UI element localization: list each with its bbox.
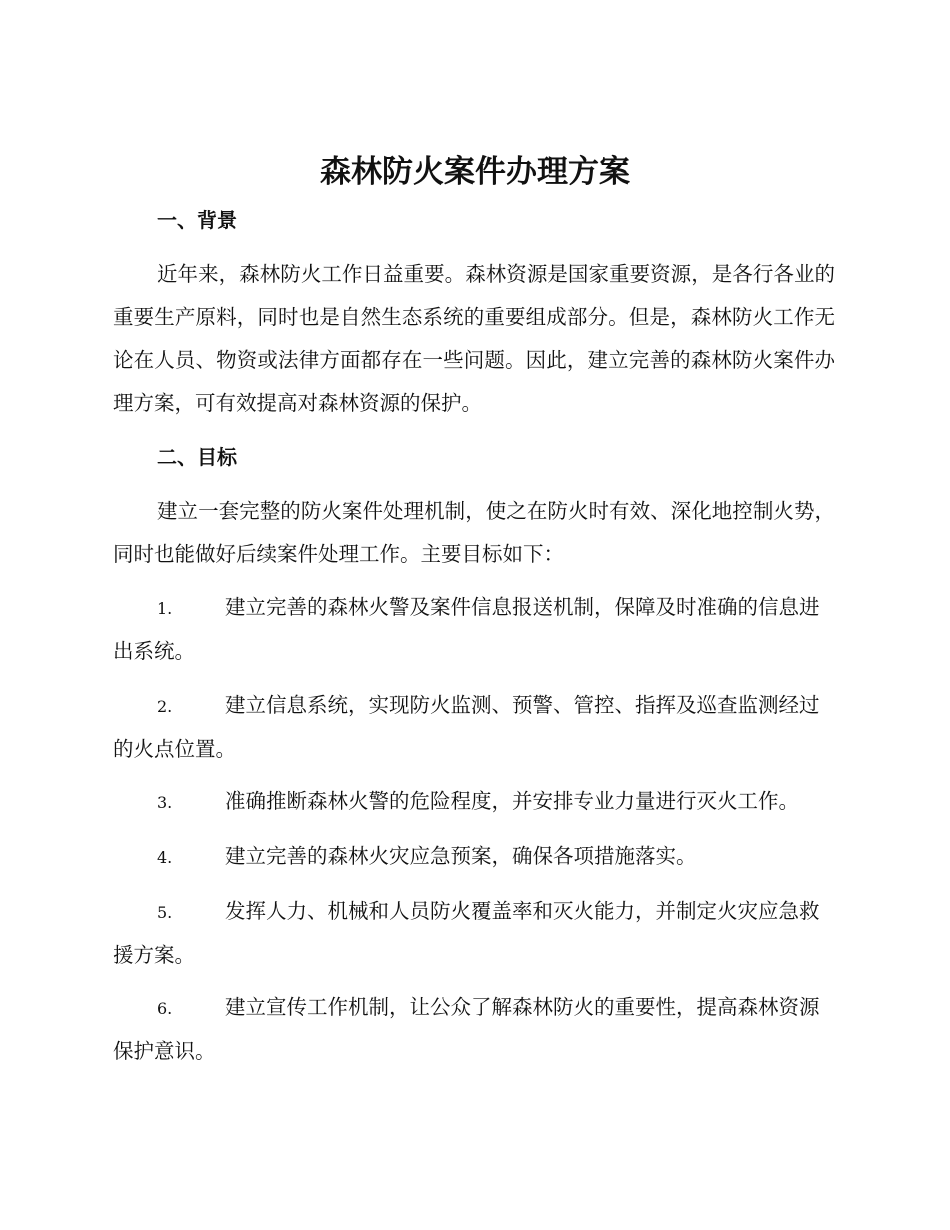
section-heading-background: 一、背景 [157, 208, 237, 232]
goal-item-number: 4. [157, 848, 173, 867]
goal-item-1 [113, 586, 835, 673]
goal-item-text: 发挥人力、机械和人员防火覆盖率和灭火能力，并制定火灾应急救援方案。 [113, 899, 820, 967]
goal-item-number: 5. [157, 903, 173, 922]
goal-item-number: 2. [157, 697, 173, 716]
goals-intro-paragraph: 建立一套完整的防火案件处理机制，使之在防火时有效、深化地控制火势，同时也能做好后续案件处理工作。主要目标如下： [113, 499, 835, 566]
goal-item-4 [113, 835, 835, 879]
goal-item-5 [113, 890, 835, 977]
goal-item-6 [113, 986, 835, 1073]
goal-item-text: 准确推断森林火警的危险程度，并安排专业力量进行灭火工作。 [225, 789, 799, 813]
goal-item-2 [113, 684, 835, 771]
document-title: 森林防火案件办理方案 [320, 154, 630, 190]
section-heading-goals: 二、目标 [157, 445, 237, 469]
goal-item-number: 6. [157, 999, 173, 1018]
goal-item-text: 建立完善的森林火灾应急预案，确保各项措施落实。 [225, 844, 697, 868]
goal-item-text: 建立信息系统，实现防火监测、预警、管控、指挥及巡查监测经过的火点位置。 [113, 693, 820, 761]
goal-item-number: 1. [157, 599, 173, 618]
background-paragraph: 近年来，森林防火工作日益重要。森林资源是国家重要资源，是各行各业的重要生产原料，同时也是自然生态系统的重要组成部分。但是，森林防火工作无论在人员、物资或法律方面都存在一些问题。因此，建立完善的森林防火案件办理方案，可有效提高对森林资源的保护。 [113, 262, 835, 415]
goal-item-3 [113, 780, 835, 824]
goal-item-number: 3. [157, 793, 173, 812]
goal-item-text: 建立完善的森林火警及案件信息报送机制，保障及时准确的信息进出系统。 [113, 595, 820, 663]
goal-item-text: 建立宣传工作机制，让公众了解森林防火的重要性，提高森林资源保护意识。 [113, 995, 820, 1063]
